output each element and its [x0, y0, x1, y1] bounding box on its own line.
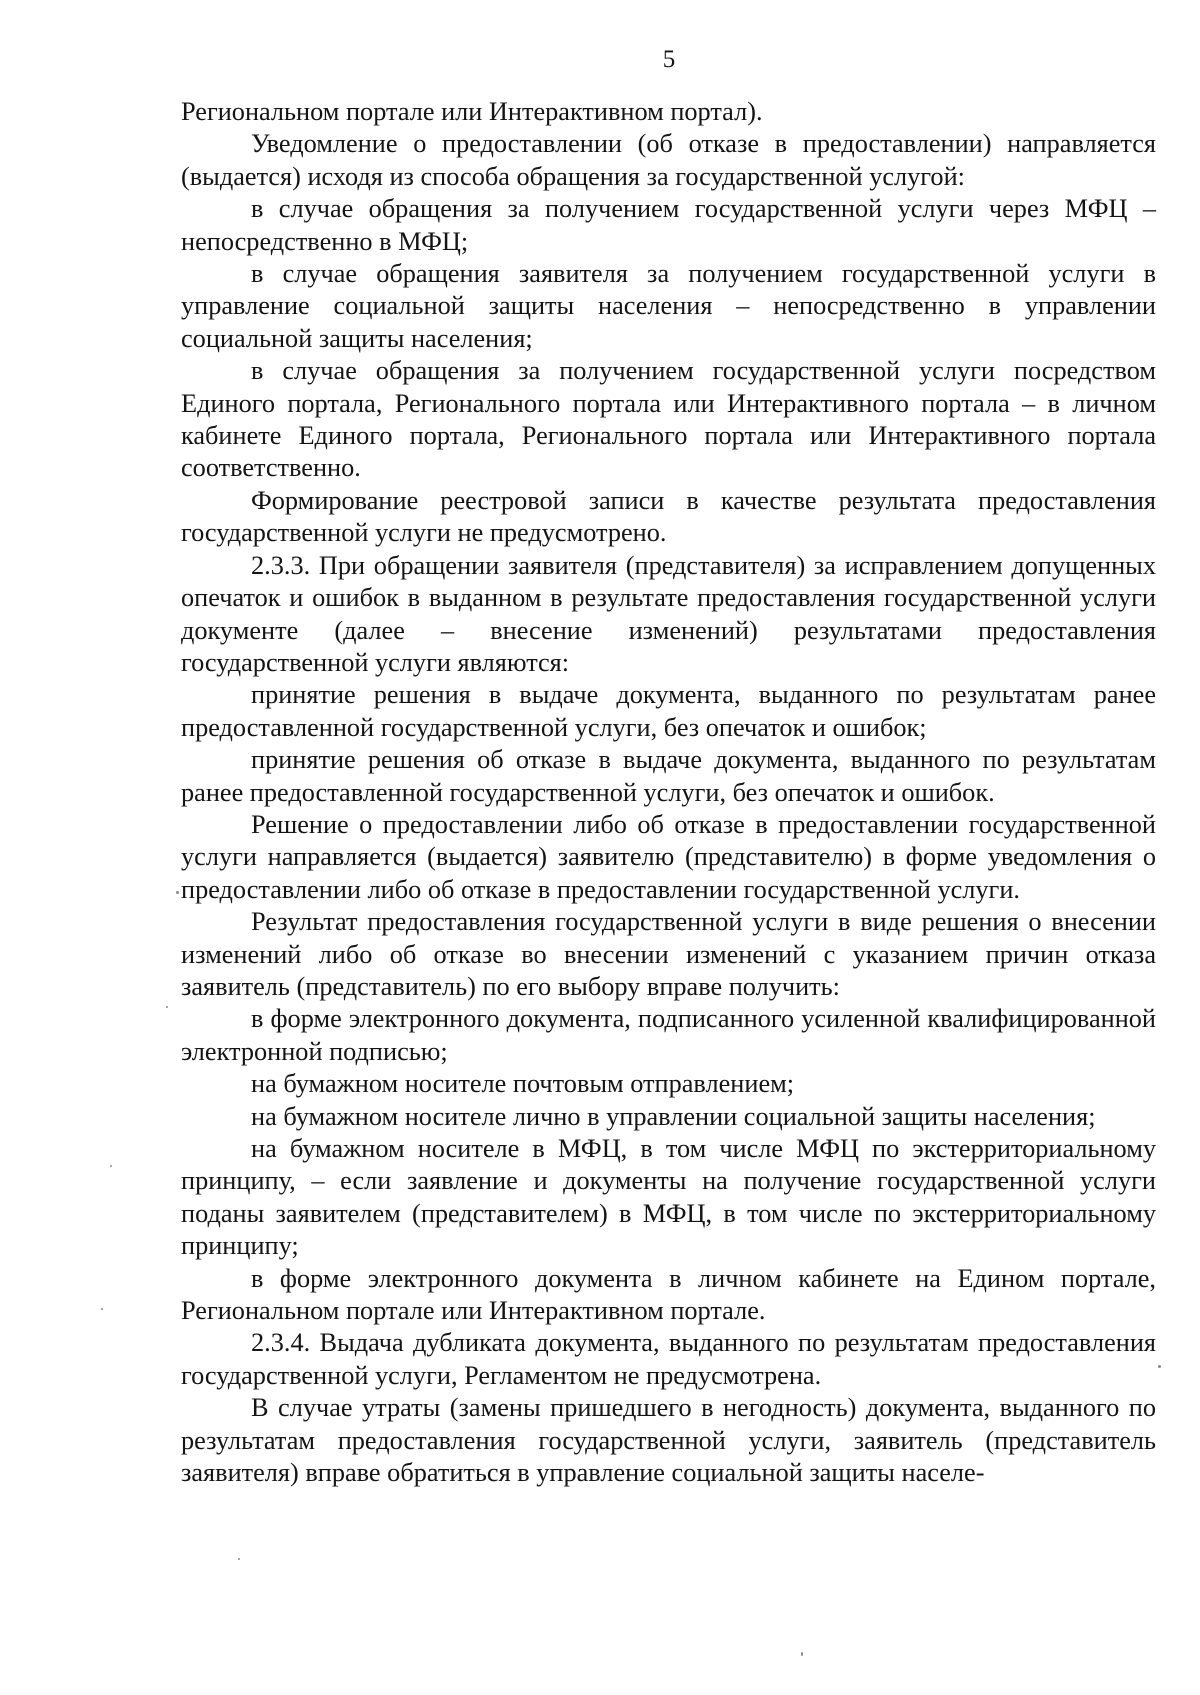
page-number: 5	[662, 46, 676, 73]
paragraph: в случае обращения заявителя за получением государственной услуги в управление социальной защиты населения – непосредственно в управлении социальной защиты населения;	[181, 259, 1156, 353]
paragraph: Формирование реестровой записи в качестве результата предоставления государственной услуги не предусмотрено.	[181, 485, 1156, 548]
paragraph: на бумажном носителе в МФЦ, в том числе МФЦ по экстерриториальному принципу, – если заявление и документы на получение государственной услуги поданы заявителем (представителем) в МФЦ, в том числе по экстерриториальному принципу;	[181, 1134, 1156, 1261]
paragraph: на бумажном носителе почтовым отправлением;	[251, 1069, 795, 1099]
scan-speck	[801, 1652, 803, 1656]
paragraph: Решение о предоставлении либо об отказе в предоставлении государственной услуги направляется (выдается) заявителю (представителю) в форме уведомления о предоставлении либо об отказе в предоставлении государственной услуги.	[181, 809, 1156, 904]
document-body	[181, 96, 1156, 1489]
scan-speck	[101, 1308, 103, 1310]
scan-speck	[238, 1558, 240, 1560]
paragraph: в форме электронного документа в личном кабинете на Едином портале, Региональном портале или Интерактивном портале.	[181, 1263, 1156, 1326]
paragraph: в случае обращения за получением государственной услуги через МФЦ – непосредственно в МФЦ;	[181, 194, 1156, 256]
paragraph: на бумажном носителе лично в управлении социальной защиты населения;	[251, 1101, 1096, 1131]
paragraph: Уведомление о предоставлении (об отказе в предоставлении) направляется (выдается) исходя из способа обращения за государственной услугой:	[181, 129, 1156, 191]
scan-speck	[176, 891, 179, 894]
scan-speck	[166, 1006, 168, 1008]
paragraph-continuation: Региональном портале или Интерактивном портал).	[181, 97, 763, 126]
paragraph: принятие решения об отказе в выдаче документа, выданного по результатам ранее предоставленной государственной услуги, без опечаток и ошибок.	[181, 745, 1156, 807]
paragraph-section-2-3-3: 2.3.3. При обращении заявителя (представителя) за исправлением допущенных опечаток и ошибок в выданном в результате предоставления государственной услуги документе (далее – внесение изменений) результатами предоставления государственной услуги являются:	[181, 550, 1156, 677]
paragraph: принятие решения в выдаче документа, выданного по результатам ранее предоставленной государственной услуги, без опечаток и ошибок;	[181, 680, 1156, 742]
paragraph: в случае обращения за получением государственной услуги посредством Единого портала, Регионального портала или Интерактивного портала – в личном кабинете Единого портала, Регионального портала или Интерактивного портала соответственно.	[181, 356, 1156, 483]
paragraph: В случае утраты (замены пришедшего в негодность) документа, выданного по результатам предоставления государственной услуги, заявитель (представитель заявителя) вправе обратиться в управление социальной защиты населе-	[181, 1393, 1156, 1488]
paragraph-section-2-3-4: 2.3.4. Выдача дубликата документа, выданного по результатам предоставления государственной услуги, Регламентом не предусмотрена.	[181, 1328, 1156, 1390]
paragraph: Результат предоставления государственной услуги в виде решения о внесении изменений либо об отказе во внесении изменений с указанием причин отказа заявитель (представитель) по его выбору вправе получить:	[181, 907, 1156, 1001]
paragraph: в форме электронного документа, подписанного усиленной квалифицированной электронной подписью;	[181, 1004, 1156, 1066]
scan-speck	[110, 1165, 112, 1167]
scan-speck	[1158, 1365, 1161, 1368]
